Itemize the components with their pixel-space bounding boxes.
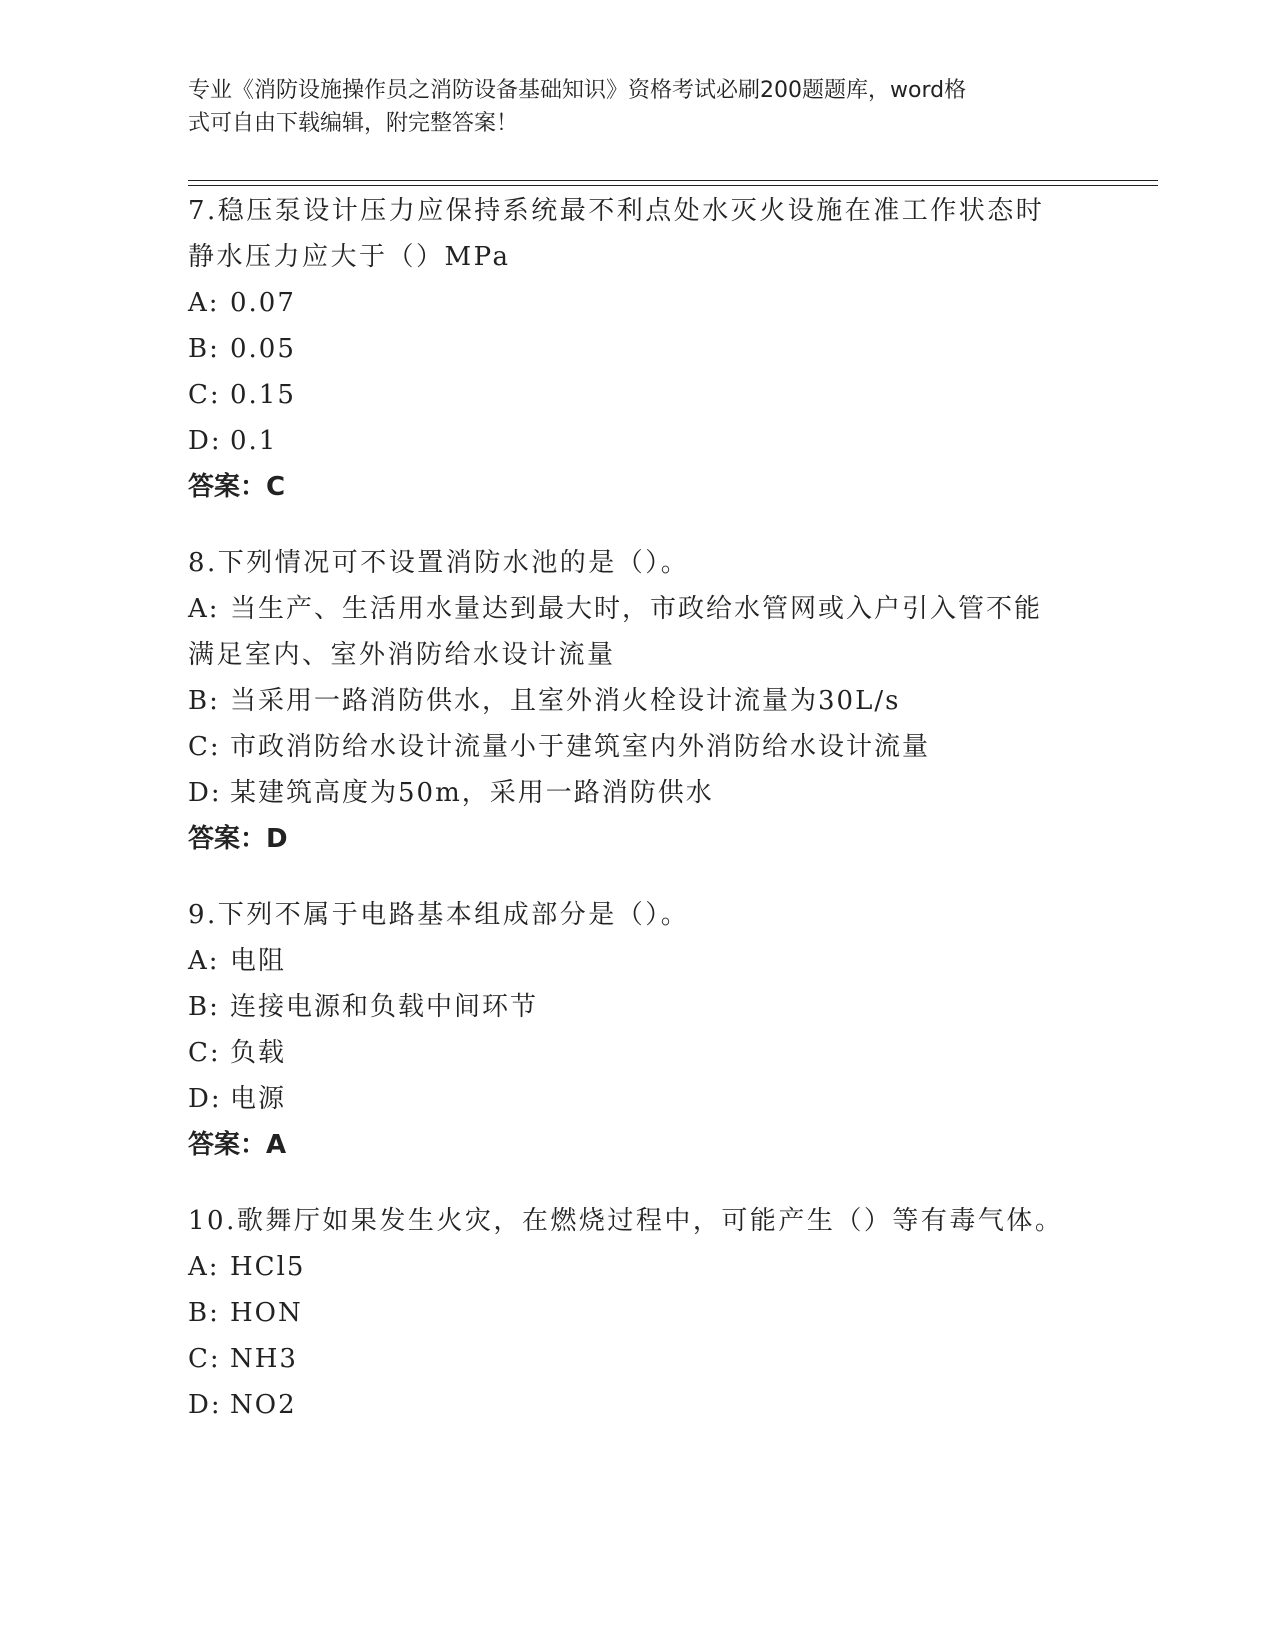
option-text: 0.07: [230, 288, 296, 318]
answer-option: [188, 984, 1088, 1030]
option-key: A:: [188, 946, 220, 976]
answer-option: [188, 280, 1088, 326]
header-divider-top: [188, 180, 1158, 181]
question-block: [188, 188, 1088, 510]
answer-option: [188, 678, 1088, 724]
option-text: 连接电源和负载中间环节: [230, 992, 539, 1022]
question-block: [188, 540, 1088, 862]
option-key: A:: [188, 288, 220, 318]
question-block: [188, 892, 1088, 1168]
option-text: 当采用一路消防供水，且室外消火栓设计流量为30L/s: [230, 686, 901, 716]
answer-option: [188, 1030, 1088, 1076]
option-key: A:: [188, 1252, 220, 1282]
answer-option: [188, 1290, 1088, 1336]
option-text: 当生产、生活用水量达到最大时，市政给水管网或入户引入管不能: [230, 594, 1043, 624]
answer-option: [188, 1244, 1088, 1290]
option-text: 某建筑高度为50m，采用一路消防供水: [230, 778, 714, 808]
option-key: D:: [188, 1084, 222, 1114]
header-line-1: 专业《消防设施操作员之消防设备基础知识》资格考试必刷200题题库，word格: [188, 78, 967, 103]
option-text: 负载: [230, 1038, 287, 1068]
option-key: B:: [188, 686, 220, 716]
answer-option: [188, 326, 1088, 372]
option-text: 0.05: [230, 334, 296, 364]
option-key: A:: [188, 594, 220, 624]
option-text: 电源: [230, 1084, 287, 1114]
option-key: B:: [188, 334, 220, 364]
option-text: NO2: [230, 1390, 297, 1420]
answer-option: [188, 770, 1088, 816]
option-text: HCl5: [230, 1252, 306, 1282]
option-text: HON: [230, 1298, 303, 1328]
question-stem: 7.稳压泵设计压力应保持系统最不利点处水灭火设施在准工作状态时: [188, 196, 1045, 226]
option-key: D:: [188, 1390, 222, 1420]
answer-option: [188, 1336, 1088, 1382]
answer-key: 答案：A: [188, 1130, 287, 1160]
option-key: C:: [188, 732, 221, 762]
question-block: [188, 1198, 1088, 1428]
answer-option: [188, 1076, 1088, 1122]
answer-option: [188, 1382, 1088, 1428]
answer-key: 答案：C: [188, 472, 286, 502]
option-key: C:: [188, 380, 221, 410]
option-key: C:: [188, 1038, 221, 1068]
answer-option: [188, 724, 1088, 770]
option-key: D:: [188, 426, 222, 456]
option-text: NH3: [230, 1344, 298, 1374]
option-key: B:: [188, 992, 220, 1022]
question-list: [188, 188, 1088, 1458]
document-header: [188, 74, 1068, 140]
answer-option: [188, 586, 1088, 632]
question-stem: 10.歌舞厅如果发生火灾，在燃烧过程中，可能产生（）等有毒气体。: [188, 1206, 1064, 1236]
question-stem: 静水压力应大于（）MPa: [188, 242, 511, 272]
option-key: D:: [188, 778, 222, 808]
header-divider-bottom: [188, 185, 1158, 186]
answer-option: [188, 938, 1088, 984]
option-text: 市政消防给水设计流量小于建筑室内外消防给水设计流量: [230, 732, 931, 762]
header-line-2: 式可自由下载编辑，附完整答案！: [188, 111, 519, 136]
option-text: 电阻: [230, 946, 287, 976]
answer-key: 答案：D: [188, 824, 288, 854]
option-text-continued: 满足室内、室外消防给水设计流量: [188, 640, 616, 670]
question-stem: 8.下列情况可不设置消防水池的是（）。: [188, 548, 690, 578]
option-text: 0.1: [230, 426, 278, 456]
option-key: C:: [188, 1344, 221, 1374]
option-text: 0.15: [230, 380, 296, 410]
question-stem: 9.下列不属于电路基本组成部分是（）。: [188, 900, 690, 930]
answer-option: [188, 372, 1088, 418]
answer-option: [188, 418, 1088, 464]
option-key: B:: [188, 1298, 220, 1328]
